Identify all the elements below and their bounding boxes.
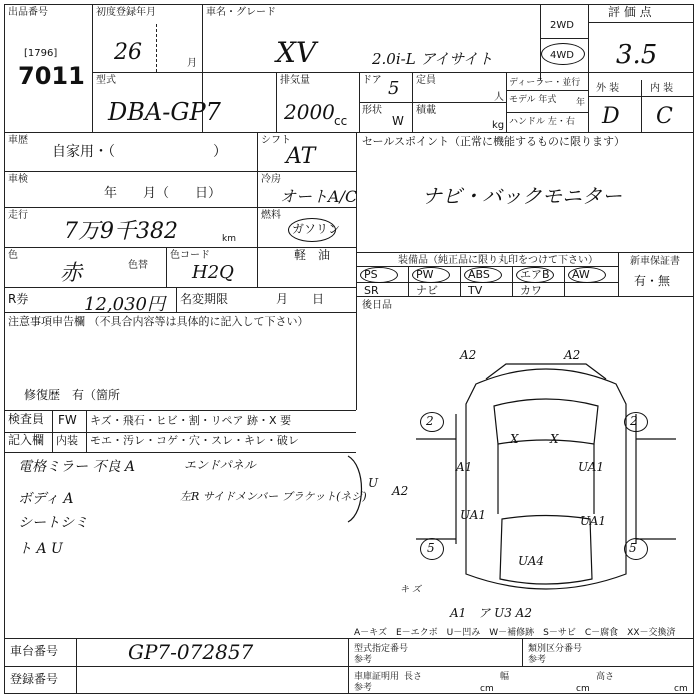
- note-mark-a2: A2: [392, 484, 409, 498]
- drive-4wd-circle: [541, 43, 585, 65]
- score-label: 評 価 点: [608, 5, 652, 19]
- equipment-item: ABS: [468, 268, 490, 281]
- color-value: 赤: [60, 261, 83, 286]
- person-unit: 人: [494, 92, 504, 103]
- reg-label: 登録番号: [10, 672, 59, 686]
- note-line-2: ボディ A: [18, 491, 74, 507]
- equipment-circle: [412, 267, 450, 283]
- car-damage-mark: 2: [630, 414, 638, 428]
- notes-label: 注意事項申告欄 （不具合内容等は具体的に記入して下さい）: [8, 315, 309, 328]
- exterior-grade: D: [602, 104, 620, 129]
- kg-unit: kg: [492, 120, 505, 131]
- equipment-item: TV: [468, 284, 483, 297]
- note-line-3: シートシミ: [18, 515, 88, 531]
- note-line-1: 電格ミラー 不良 A: [18, 459, 136, 475]
- equipment-circle: [360, 267, 398, 283]
- height-label: 高さ: [596, 672, 615, 682]
- warranty-label: 新車保証書: [630, 256, 680, 267]
- rear-glass: [500, 516, 592, 585]
- lot-label: 出品番号: [8, 7, 48, 18]
- width-cm: cm: [576, 684, 590, 694]
- color-code: H2Q: [192, 262, 234, 283]
- name-change-value: 月 日: [276, 292, 325, 306]
- displacement: 2000: [284, 100, 335, 124]
- note-mark-u: U: [368, 476, 379, 490]
- car-damage-mark: 5: [427, 541, 435, 555]
- score: 3.5: [616, 40, 658, 70]
- interior-label: 内 装: [650, 83, 674, 94]
- entry-label: 記入欄: [8, 433, 45, 447]
- history-value: 自家用・（ ）: [52, 144, 227, 160]
- car-name: XV: [276, 36, 317, 69]
- fuel-gas-circle: [288, 218, 336, 242]
- cert-label: 車庫証明用 参考: [354, 672, 400, 693]
- category: 類別区分番号 参考: [528, 644, 583, 665]
- lot-number: 7011: [18, 62, 85, 90]
- name-grade-label: 車名・グレード: [206, 7, 276, 18]
- fuel-diesel: 軽 油: [294, 248, 331, 262]
- equipment-item: ナビ: [416, 284, 438, 297]
- km-unit: km: [222, 234, 236, 244]
- car-damage-mark: UA1: [580, 514, 607, 528]
- sales-text: ナビ・バックモニター: [422, 184, 622, 208]
- drive-2wd: 2WD: [550, 20, 574, 31]
- chassis-value: GP7-072857: [128, 640, 254, 664]
- auction-sheet: [4, 4, 694, 694]
- fw-label: FW: [58, 413, 77, 427]
- fw-text: キズ・飛石・ヒビ・割・リペア 跡・X 要: [90, 414, 292, 427]
- shape-label: 形状: [362, 105, 382, 116]
- dealer-label: ディーラー・並行: [509, 78, 581, 88]
- height-cm: cm: [674, 684, 688, 694]
- doors: 5: [388, 78, 400, 99]
- warranty-value: 有・無: [634, 274, 671, 288]
- model: DBA-GP7: [108, 98, 221, 126]
- car-damage-mark: UA4: [518, 554, 545, 568]
- fuel-gas: ガソリン: [292, 222, 341, 236]
- shift-label: シフト: [261, 135, 291, 146]
- lot-sub: [1796]: [24, 48, 58, 59]
- grade: 2.0i-L アイサイト: [372, 50, 494, 68]
- shift-value: AT: [286, 144, 316, 169]
- note-line-4: ト A U: [18, 541, 63, 557]
- int-label: 内装: [56, 434, 78, 447]
- year-unit: 年: [576, 98, 586, 108]
- car-body-outline: [466, 369, 626, 589]
- first-reg-year: 26: [114, 40, 142, 65]
- bottom-marks: A1 ア U3 A2: [450, 606, 532, 620]
- chassis-label: 車台番号: [10, 644, 59, 658]
- drive-4wd: 4WD: [550, 50, 574, 61]
- equipment-circle: [464, 267, 502, 283]
- sales-label: セールスポイント（正常に機能するものに限ります）: [362, 135, 626, 148]
- color-code-label: 色コード: [170, 250, 210, 261]
- equipment-item: PW: [416, 268, 434, 281]
- mileage-value: 7万9千382: [64, 219, 178, 244]
- equipment-circle: [516, 267, 554, 283]
- note-right-2: 左R サイドメンバー ブラケット(ネジ): [180, 490, 367, 503]
- color-change-label: 色替: [128, 260, 148, 271]
- equipment-item: SR: [364, 284, 379, 297]
- legend: A－キズ E－エクボ U－凹み W－補修跡 S－サビ C－腐食 XX－交換済: [354, 628, 676, 638]
- inspector-label: 検査員: [8, 412, 45, 426]
- name-change-label: 名変期限: [180, 292, 229, 306]
- note-brace: [344, 454, 374, 524]
- exterior-label: 外 装: [596, 83, 620, 94]
- model-label: 型式: [96, 75, 116, 86]
- interior-grade: C: [656, 104, 673, 129]
- car-damage-mark: X: [510, 432, 519, 446]
- load-label: 積載: [416, 105, 436, 116]
- history-label: 車歴: [8, 135, 28, 146]
- color-label: 色: [8, 250, 18, 261]
- car-damage-mark: UA1: [460, 508, 487, 522]
- ac-value: オートA/C: [280, 187, 358, 206]
- int-text: モエ・汚レ・コゲ・穴・スレ・キレ・破レ: [90, 434, 299, 447]
- equipment-item: AW: [572, 268, 590, 281]
- capacity-label: 定員: [416, 75, 436, 86]
- shape: W: [392, 114, 404, 128]
- displacement-label: 排気量: [280, 75, 310, 86]
- mileage-label: 走行: [8, 210, 28, 221]
- car-damage-mark: A1: [456, 460, 473, 474]
- car-damage-mark: 5: [629, 541, 637, 555]
- car-damage-mark: UA1: [578, 460, 605, 474]
- month-unit: 月: [187, 58, 197, 69]
- inspection-label: 車検: [8, 174, 28, 185]
- inspection-value: 年 月（ 日）: [104, 186, 222, 201]
- note-right-1: エンドパネル: [184, 458, 256, 472]
- car-damage-mark: 2: [426, 414, 434, 428]
- first-reg-label: 初度登録年月: [96, 7, 156, 18]
- ac-label: 冷房: [261, 174, 281, 185]
- equipment-item: PS: [364, 268, 378, 281]
- tire-mark: キ ズ: [400, 585, 421, 595]
- length-cm: cm: [480, 684, 494, 694]
- model-year-label: モデル 年式: [509, 95, 557, 105]
- car-damage-mark: X: [550, 432, 559, 446]
- equipment-label: 装備品（純正品に限り丸印をつけて下さい）: [398, 255, 598, 266]
- doors-label: ドア: [362, 75, 382, 86]
- front-damage-mark: A2: [564, 348, 581, 362]
- handle-label: ハンドル 左・右: [509, 117, 575, 127]
- width-label: 幅: [500, 672, 510, 682]
- equipment-item: カワ: [520, 284, 542, 297]
- later-label: 後日品: [362, 300, 392, 311]
- car-diagram: [416, 344, 676, 614]
- front-damage-mark: A2: [460, 348, 477, 362]
- repair-label: 修復歴 有（箇所: [24, 388, 121, 402]
- type-designation: 型式指定番号 参考: [354, 644, 409, 665]
- cc-unit: cc: [334, 114, 348, 128]
- recycle-label: R券: [8, 292, 29, 306]
- equipment-circle: [568, 267, 606, 283]
- equipment-item: エアB: [520, 268, 550, 281]
- fuel-label: 燃料: [261, 210, 281, 221]
- length-label: 長さ: [404, 672, 423, 682]
- recycle-value: 12,030円: [84, 294, 165, 315]
